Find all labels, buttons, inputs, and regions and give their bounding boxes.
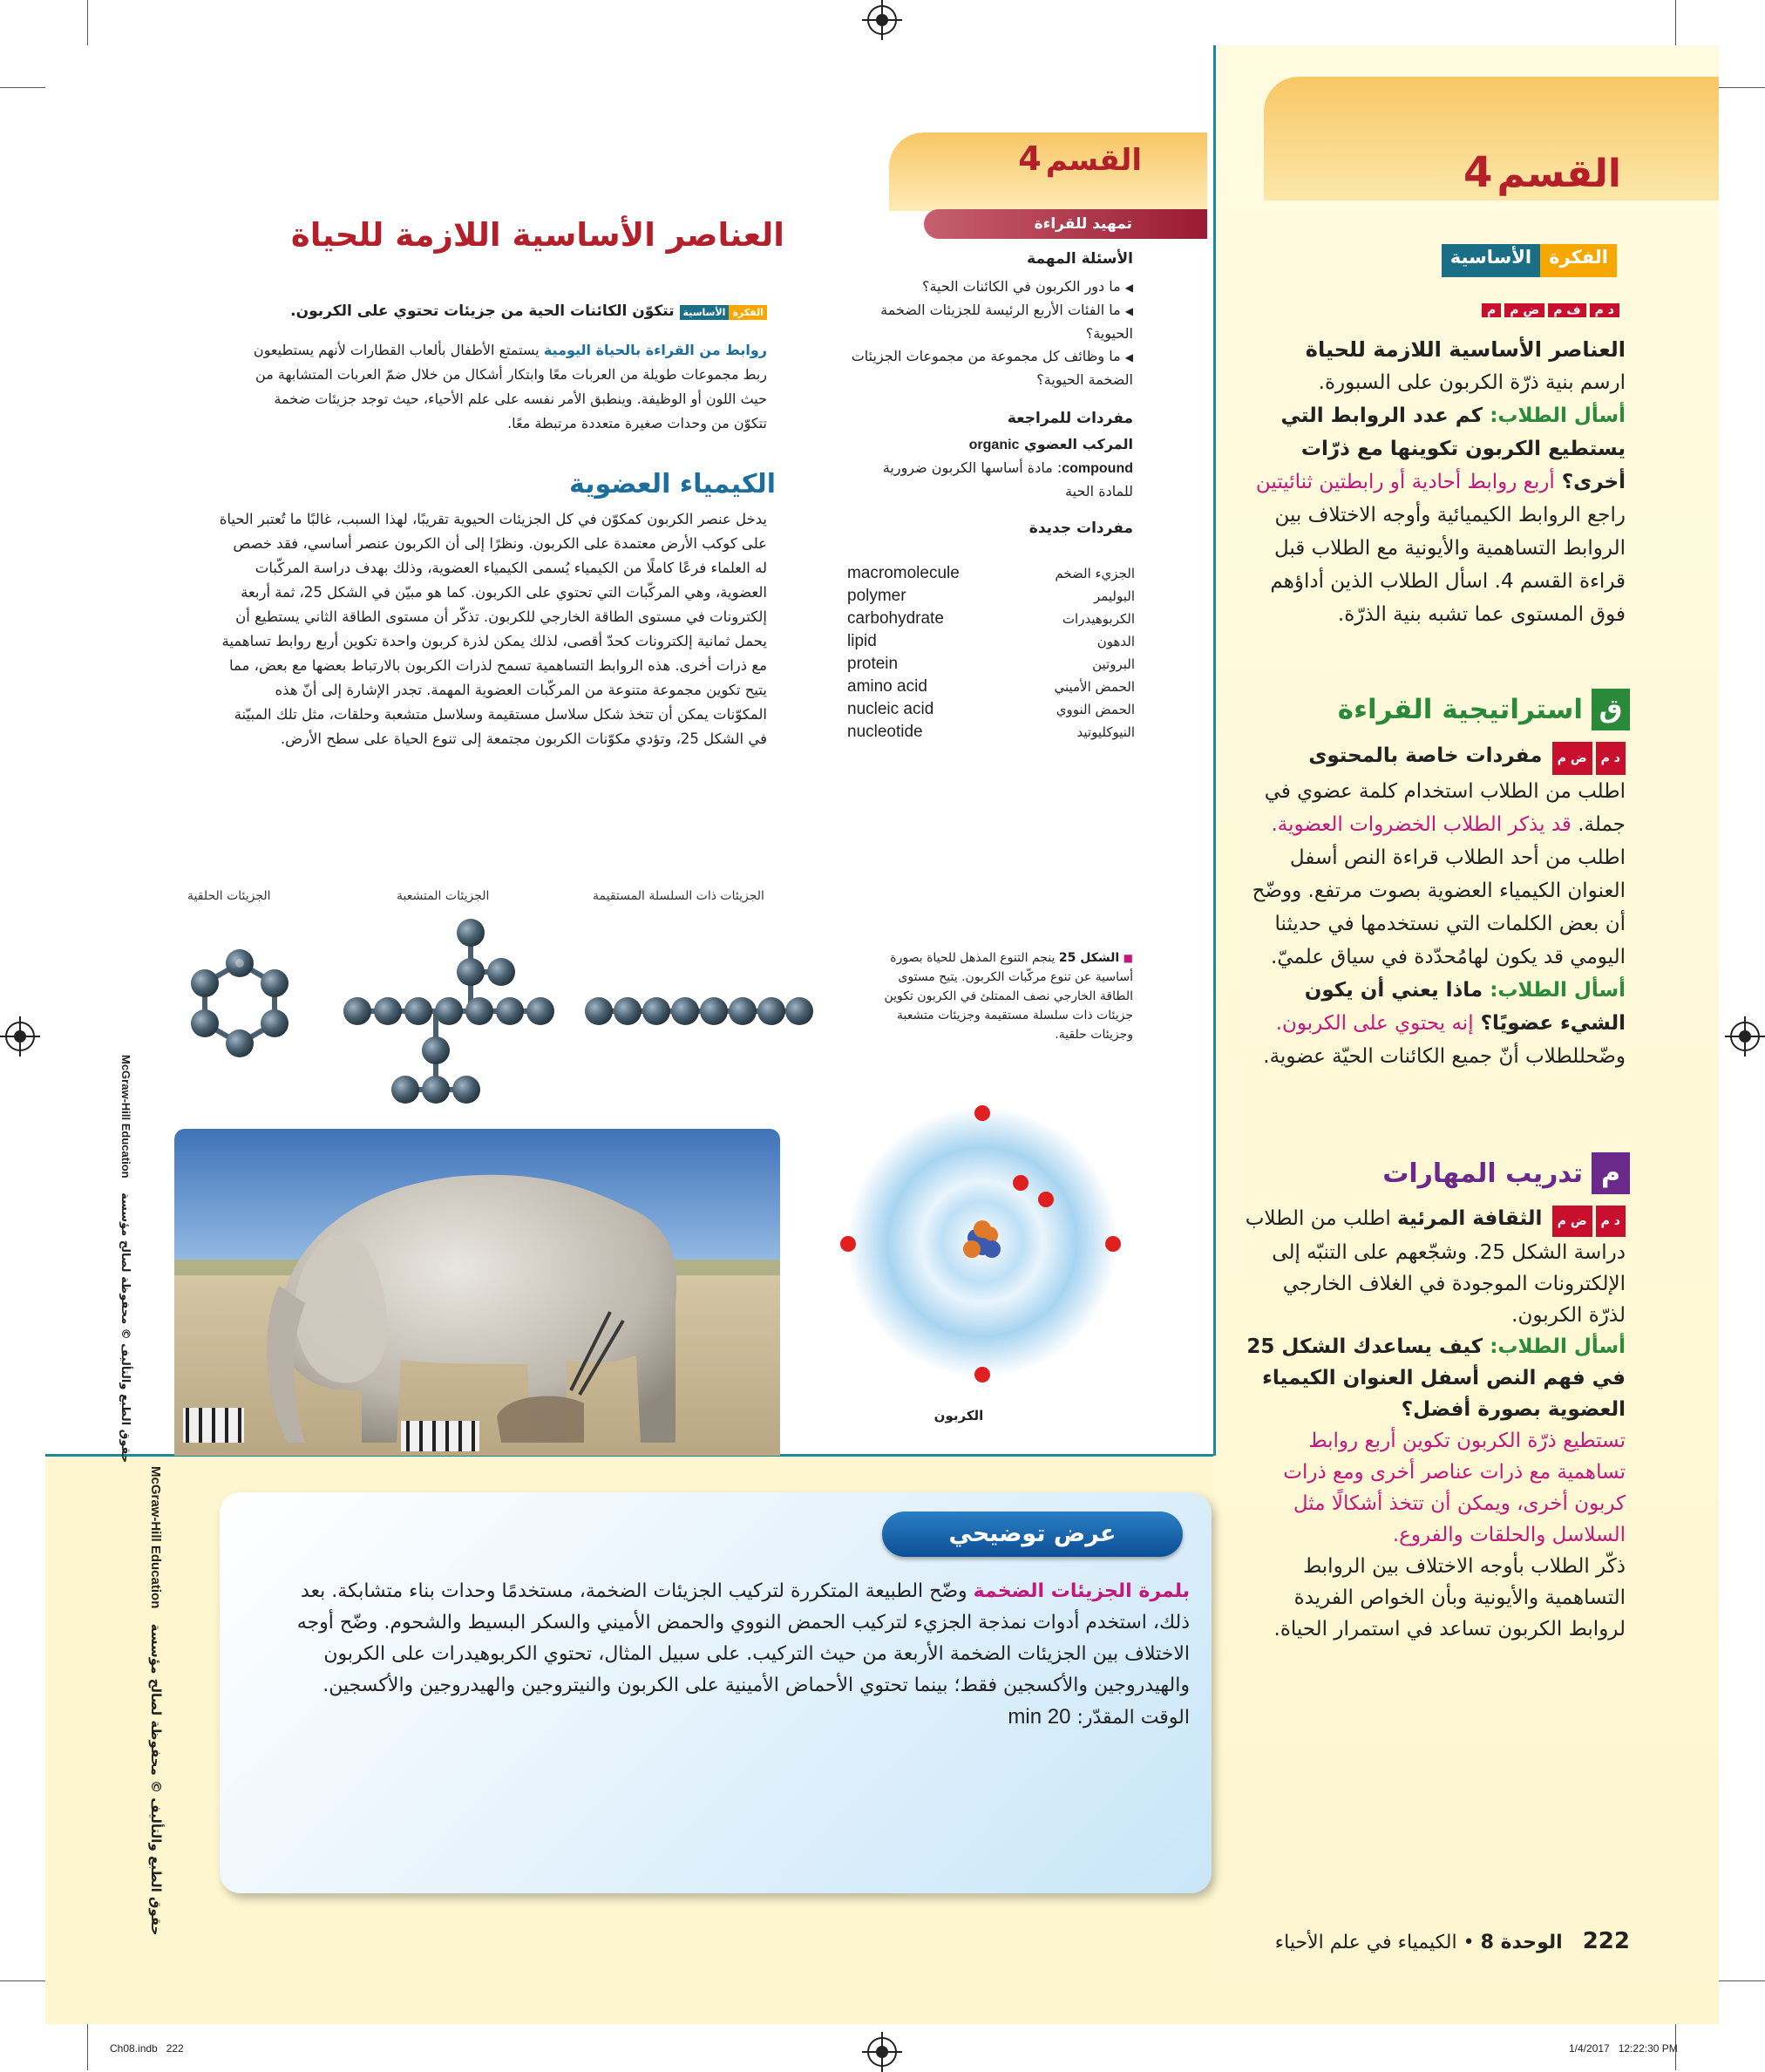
carbon-atom-diagram [832, 1103, 1133, 1403]
caption-text: ينجم التنوع المذهل للحياة بصورة أساسية عن تنوع مركّبات الكربون. يتيح مستوى الطاقة الخارجي نصف الممتلئ في الكربون تكوين جزيئات ذات سلسلة مستقيمة وجزيئات متشعبة وجزيئات حلقية. [884, 951, 1133, 1042]
skills-body [1242, 1203, 1626, 1645]
organic-paragraph: يدخل عنصر الكربون كمكوّن في كل الجزيئات الحيوية تقريبًا، لهذا السبب، غالبًا ما تُعتبر الحياة على كوكب الأرض معتمدة على الكربون. ونظرًا إلى أن الكربون عنصر أساسي، فقد خصص له العلماء فرعًا كاملًا من الكيمياء يُسمى الكيمياء العضوية، وذلك بهدف دراسة المركّبات العضوية، وهي المركّبات التي تحتوي على الكربون. كما هو مبيّن في الشكل 25، ثمة أربعة إلكترونات في مستوى الطاقة الخارجي للكربون. تذكّر أن مستوى الطاقة الثاني يستطيع أن يحمل ثمانية إلكترونات كحدّ أقصى، لذلك يمكن لذرة كربون واحدة تكوين أربع روابط تساهمية مع ذرات أخرى. هذه الروابط التساهمية تسمح لذرات الكربون بالارتباط بعضها مع بعض، مما يتيح تكوين مجموعة متنوعة من المركّبات العضوية المهمة. تجدر الإشارة إلى أنّ هذه المكوّنات يمكن أن تتخذ شكل سلاسل مستقيمة وسلاسل متشعبة وحلقات، مثل تلك المبيّنة في الشكل 25، وتؤدي مكوّنات الكربون مجتمعة إلى تنوع الحياة على سطح الأرض. [219, 511, 767, 747]
carbon-label: الكربون [933, 1408, 984, 1423]
carbon-atom [457, 919, 485, 947]
demo-lead: بلمرة الجزيئات الضخمة [973, 1580, 1190, 1602]
electron [974, 1105, 990, 1121]
publisher-name: McGraw-Hill Education [119, 1055, 132, 1179]
registration-mark-icon [5, 1022, 35, 1051]
review-def-line [845, 457, 1133, 503]
reading-prep-banner-label: تمهيد للقراءة [1034, 215, 1132, 233]
reading-sub-line [1242, 739, 1626, 775]
wrap-section-heading: القسم 4 [1463, 148, 1621, 197]
electron [840, 1236, 856, 1252]
wrap-title: العناصر الأساسية اللازمة للحياة [1305, 337, 1626, 362]
crop-mark [1719, 1980, 1765, 1981]
carbon-atom [465, 997, 493, 1025]
crop-mark [0, 87, 45, 88]
demo-time: 20 min [1008, 1705, 1071, 1729]
crop-mark [0, 1980, 45, 1981]
carbon-atom [457, 958, 485, 986]
level-tag: ض م [1552, 1206, 1592, 1237]
caption-bullet: ■ [1123, 952, 1133, 964]
vocab-row: polymer البوليمر [847, 587, 1135, 605]
carbon-atom [422, 1076, 450, 1104]
vocab-row: amino acid الحمض الأميني [847, 677, 1135, 696]
review-term-en: organic [968, 438, 1020, 452]
main-idea-badge-part: الأساسية [1442, 244, 1540, 277]
wrap-intro-block [1242, 333, 1626, 631]
wrap-tags [1464, 301, 1619, 317]
carbon-atom [757, 997, 785, 1025]
carbon-atom [391, 1076, 419, 1104]
slug-file-name: Ch08.indb 222 [110, 2042, 184, 2055]
main-idea-badge: الفكرةالأساسية [680, 307, 767, 318]
carbon-atom [585, 997, 613, 1025]
main-section-heading: القسم 4 [1018, 139, 1142, 178]
skills-sub: الثقافة المرئية [1397, 1207, 1543, 1230]
publisher-credit-vertical [119, 1055, 143, 1464]
electron [1105, 1236, 1121, 1252]
essential-question: ◀ ما وظائف كل مجموعة من مجموعات الجزيئات الضخمة الحيوية؟ [851, 348, 1133, 388]
level-tag: م [1482, 303, 1501, 317]
carbon-atom [785, 997, 813, 1025]
organic-heading: الكيمياء العضوية [569, 469, 776, 499]
unit-label: الوحدة 8 [1480, 1932, 1563, 1953]
carbon-atom [404, 997, 432, 1025]
review-def: : مادة أساسها الكربون ضرورية للمادة الحية [882, 459, 1133, 499]
level-tag: ض م [1552, 742, 1592, 775]
main-idea-badge-part: الفكرة [1540, 244, 1617, 277]
reading-strategy-heading [1290, 689, 1630, 730]
main-idea-line [218, 302, 767, 320]
carbon-atom [374, 997, 402, 1025]
skills-s1: اطلب من الطلاب دراسة الشكل 25. وشجّعهم على التنبّه إلى الإلكترونات الموجودة في الغلاف الخارجي لذرّة الكربون. [1245, 1207, 1626, 1327]
copyright-text: حقوق الطبع والتأليف © محفوظة لصالح مؤسسة [119, 1192, 132, 1464]
carbon-atom [343, 997, 371, 1025]
vocab-row: lipid الدهون [847, 632, 1135, 650]
level-tag: د م [1596, 742, 1626, 775]
question-text: كم عدد الروابط التي يستطيع الكربون تكوينها مع ذرّات أخرى؟ [1280, 404, 1626, 493]
registration-mark-icon [867, 5, 897, 35]
unit-title: الكيمياء في علم الأحياء [1274, 1932, 1457, 1953]
vocab-row: nucleotide النيوكليوتيد [847, 723, 1135, 741]
real-world-paragraph [248, 338, 767, 436]
carbon-atom [435, 997, 463, 1025]
demo-text [296, 1576, 1190, 1734]
carbon-atom [526, 997, 554, 1025]
page-footer [1238, 1928, 1630, 1954]
skills-a3: تستطيع ذرّة الكربون تكوين أربع روابط تساهمية مع ذرات عناصر أخرى ومع ذرات كربون أخرى، ويمكن أن تتخذ أشكالًا مثل السلاسل والحلقات والفروع. [1283, 1430, 1626, 1546]
electron [974, 1367, 990, 1382]
reading-strategy-title: استراتيجية القراءة [1337, 694, 1583, 725]
straight-chain-molecule [585, 997, 813, 1025]
electron [1013, 1175, 1028, 1191]
reading-q2: أسأل الطلاب: ماذا يعني أن يكون الشيء عضويًا؟ إنه يحتوي على الكربون. [1275, 979, 1626, 1035]
demo-title: عرض توضيحي [882, 1512, 1183, 1557]
reading-strategy-icon: ق [1592, 689, 1630, 730]
review-term-ar: المركب العضوي [1024, 436, 1133, 452]
carbon-atom [452, 1076, 480, 1104]
vocab-row: nucleic acid الحمض النووي [847, 700, 1135, 718]
carbon-atom [642, 997, 670, 1025]
carbon-atom [700, 997, 728, 1025]
label-branched: الجزيئات المتشعبة [397, 889, 490, 903]
level-tag: ف م [1548, 303, 1585, 317]
page-number: 222 [1582, 1928, 1630, 1954]
wrap-q1 [1242, 399, 1626, 499]
level-tag: ض م [1504, 303, 1544, 317]
demo-body: وضّح الطبيعة المتكررة لتركيب الجزيئات الضخمة، مستخدمًا وحدات بناء متشابكة. بعد ذلك، استخدم أدوات نمذجة الجزيء لتركيب الحمض النووي والحمض الأميني والسكر البسيط والشحوم. وضّح أوجه الاختلاف بين الجزيئات الضخمة الأربعة من حيث التركيب. على سبيل المثال، تحتوي الكربوهيدرات على الكربون والهيدروجين والأكسجين فقط؛ بينما تحتوي الأحماض الأمينية على الكربون والنيتروجين والهيدروجين والأكسجين. الوقت المقدّر: [296, 1580, 1190, 1729]
carbon-atom [191, 1009, 219, 1037]
essential-heading: الأسئلة المهمة [1027, 250, 1133, 268]
reading-r1: اطلب من الطلاب استخدام كلمة عضوي في جملة. قد يذكر الطلاب الخضروات العضوية. [1264, 780, 1626, 836]
answer-text: أربع روابط أحادية أو رابطتين ثنائيتين [1255, 471, 1555, 493]
branched-molecule [343, 919, 554, 1104]
wrap-main-idea-badge [1438, 244, 1617, 277]
vocab-row: macromolecule الجزيء الضخم [847, 564, 1135, 582]
level-tag: د م [1590, 303, 1619, 317]
caption-label: الشكل 25 [1058, 951, 1120, 965]
reading-prep-column [845, 248, 1133, 543]
page-title: العناصر الأساسية اللازمة للحياة [290, 216, 784, 254]
skills-title: تدريب المهارات [1382, 1158, 1583, 1189]
essential-question: ◀ ما الفئات الأربع الرئيسة للجزيئات الضخمة الحيوية؟ [880, 302, 1133, 342]
vocab-row: carbohydrate الكربوهيدرات [847, 609, 1135, 628]
skills-q3: أسأل الطلاب: كيف يساعدك الشكل 25 في فهم النص أسفل العنوان الكيمياء العضوية بصورة أفضل؟ [1246, 1335, 1626, 1421]
essential-question: ◀ ما دور الكربون في الكائنات الحية؟ [921, 278, 1133, 295]
review-term-en2: compound [1062, 461, 1133, 476]
carbon-atom [496, 997, 524, 1025]
carbon-atom [226, 1029, 254, 1057]
footer-bullet: • [1463, 1932, 1475, 1953]
wrap-p1: ارسم بنية ذرّة الكربون على السبورة. [1318, 371, 1626, 394]
registration-mark-icon [867, 2037, 897, 2067]
skills-heading [1342, 1152, 1630, 1194]
crop-mark [87, 2024, 88, 2070]
carbon-atom [671, 997, 699, 1025]
carbon-atom [422, 1036, 450, 1064]
label-straight-chain: الجزيئات ذات السلسلة المستقيمة [593, 889, 764, 903]
electron [1038, 1192, 1054, 1207]
crop-mark [1675, 0, 1676, 45]
copyright-text: حقوق الطبع والتأليف © محفوظة لصالح مؤسسة [148, 1623, 164, 1936]
main-idea-text: تتكوّن الكائنات الحية من جزيئات تحتوي على الكربون. [290, 302, 675, 320]
elephant-photo [174, 1129, 780, 1456]
reading-r2: اطلب من أحد الطلاب قراءة النص أسفل العنوان الكيمياء العضوية بصوت مرتفع. ووضّح أن بعض الكلمات التي نستخدمها في حديثنا اليومي قد يكون لهامُحدّدة في سياق علميّ. [1252, 846, 1626, 968]
carbon-atom [614, 997, 642, 1025]
slug-timestamp: 1/4/2017 12:22:30 PM [1569, 2042, 1678, 2055]
vocab-row: protein البروتين [847, 655, 1135, 673]
reading-prep-banner [924, 209, 1207, 239]
new-vocab-heading: مفردات جديدة [1028, 520, 1133, 537]
label-ring: الجزيئات الحلقية [187, 889, 271, 903]
skills-s2: ذكّر الطلاب بأوجه الاختلاف بين الروابط التساهمية والأيونية وبأن الخواص الفريدة لروابط الكربون تساعد في استمرار الحياة. [1273, 1555, 1626, 1641]
carbon-molecules-figure [166, 907, 828, 1116]
real-world-text: يستمتع الأطفال بألعاب القطارات لأنهم يستطيعون ربط مجموعات طويلة من العربات معًا وابتكار أشكال من خلال ضمّ العربات المتشابهة من حيث اللون أو الوظيفة. وينطبق الأمر نفسه على علم الأحياء، حيث توجد جزيئات ضخمة تتكوّن من وحدات صغيرة متعددة مرتبطة معًا. [253, 342, 767, 431]
publisher-name: McGraw-Hill Education [148, 1466, 163, 1609]
carbon-atom [729, 997, 757, 1025]
registration-mark-icon [1730, 1022, 1760, 1051]
ask-label: أسأل الطلاب: [1490, 404, 1626, 427]
real-world-label: روابط من القراءة بالحياة اليومية [543, 342, 767, 358]
figure-caption [863, 948, 1133, 1044]
ring-molecule [191, 949, 289, 1057]
crop-mark [87, 0, 88, 45]
review-heading: مفردات للمراجعة [1007, 410, 1133, 427]
level-tag: د م [1596, 1206, 1626, 1237]
crop-mark [1719, 87, 1765, 88]
reading-sub: مفردات خاصة بالمحتوى [1308, 744, 1543, 767]
carbon-atom [261, 969, 289, 997]
skills-s1-line [1242, 1203, 1626, 1331]
carbon-atom [487, 958, 515, 986]
skills-icon: م [1592, 1152, 1630, 1194]
publisher-credit-vertical-lower [148, 1466, 174, 1936]
wrap-p2: راجع الروابط الكيميائية وأوجه الاختلاف بين الروابط التساهمية والأيونية مع الطلاب قبل قراءة القسم 4. اسأل الطلاب الذين أداؤهم فوق المستوى عما تشبه بنية الذرّة. [1270, 504, 1626, 626]
review-term-line [845, 433, 1133, 457]
reading-r3: وضّحللطلاب أنّ جميع الكائنات الحيّة عضوية. [1263, 1045, 1626, 1068]
carbon-atom [191, 969, 219, 997]
new-vocab-list [847, 562, 1135, 744]
reading-strategy-body [1242, 739, 1626, 1073]
carbon-atom [261, 1009, 289, 1037]
